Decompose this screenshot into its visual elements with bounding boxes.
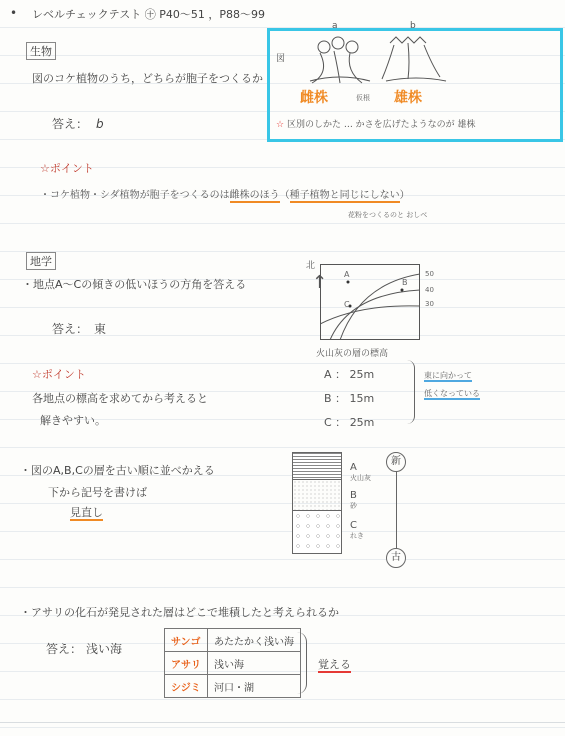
strata-layer-c xyxy=(293,510,341,553)
page-title: レベルチェックテスト ㊉ P40～51 ，P88～99 xyxy=(32,8,265,21)
bullet: • xyxy=(10,6,18,20)
elev-b: B ： 15m xyxy=(324,392,375,405)
geo-q2-line2: 下から記号を書けば xyxy=(48,486,147,499)
bio-point-title: ☆ポイント xyxy=(40,162,94,175)
fossil-brace xyxy=(296,632,307,694)
table-row: サンゴ あたたかく浅い海 xyxy=(165,629,301,652)
strata-label-c: C れき xyxy=(350,520,364,540)
strata-label-a: A 火山灰 xyxy=(350,462,371,482)
female-label: 雌株 xyxy=(300,90,328,106)
bio-point-text: ・コケ植物・シダ植物が胞子をつくるのは雌株のほう（種子植物と同じにしない） xyxy=(40,190,410,201)
rhizoid-label: 仮根 xyxy=(356,94,370,102)
strata-layer-b xyxy=(293,479,341,510)
geo-section-label: 地学 xyxy=(26,250,56,270)
table-row: アサリ 浅い海 xyxy=(165,652,301,675)
contour-30: 30 xyxy=(425,300,434,308)
bio-section-label: 生物 xyxy=(26,40,56,60)
elev-note-1: 東に向かって xyxy=(424,371,472,380)
table-row: シジミ 河口・湖 xyxy=(165,675,301,698)
strata-column xyxy=(292,452,342,554)
geo-q1-answer: 答え： 東 xyxy=(52,322,107,336)
label-b: b xyxy=(410,21,416,31)
map-label-a: A xyxy=(344,270,350,279)
geo-q3: ・アサリの化石が発見された層はどこで堆積したと考えられるか xyxy=(20,606,339,619)
elev-note-2: 低くなっている xyxy=(424,389,480,398)
moss-figure xyxy=(267,21,563,142)
contour-50: 50 xyxy=(425,270,434,278)
geo-q2-line3: 見直し xyxy=(70,506,103,519)
elev-title: 火山灰の層の標高 xyxy=(316,349,389,359)
strata-new-label: 新 xyxy=(386,452,406,472)
elev-brace xyxy=(406,360,415,424)
geo-point-line-2: 解きやすい。 xyxy=(40,414,106,427)
geo-q3-answer: 答え： 浅い海 xyxy=(46,642,123,656)
strata-old-label: 古 xyxy=(386,548,406,568)
page-bottom-rule xyxy=(0,722,565,723)
map-label-b: B xyxy=(402,278,408,287)
elev-a: A ： 25m xyxy=(324,368,375,381)
bio-answer: 答え： b xyxy=(52,117,104,131)
north-arrow-icon: ↑ xyxy=(312,272,328,293)
label-a: a xyxy=(332,21,338,31)
geo-q2: ・図のA,B,Cの層を古い順に並べかえる xyxy=(20,464,215,477)
fossil-table xyxy=(164,628,301,698)
contour-40: 40 xyxy=(425,286,434,294)
geo-point-title: ☆ポイント xyxy=(32,368,86,381)
contour-map xyxy=(320,264,420,340)
strata-label-b: B 砂 xyxy=(350,490,357,510)
strata-layer-a xyxy=(293,453,341,479)
geo-point-line-1: 各地点の標高を求めてから考えると xyxy=(32,392,208,405)
map-label-c: C xyxy=(344,300,350,309)
moss-drawing xyxy=(290,31,470,91)
bio-point-sub: 花粉をつくるのと おしべ xyxy=(348,211,428,219)
elev-c: C ： 25m xyxy=(324,416,375,429)
remember-note: 覚える xyxy=(318,658,351,671)
geo-q1: ・地点A～Cの傾きの低いほうの方角を答える xyxy=(22,278,247,291)
figure-note: ☆ 区別のしかた … かさを広げたようなのが 雄株 xyxy=(276,120,476,130)
bio-question: 図のコケ植物のうち，どちらが胞子をつくるか xyxy=(32,72,263,85)
male-label: 雄株 xyxy=(394,90,422,106)
figure-tag: 図 xyxy=(276,54,286,64)
north-label: 北 xyxy=(306,261,316,271)
